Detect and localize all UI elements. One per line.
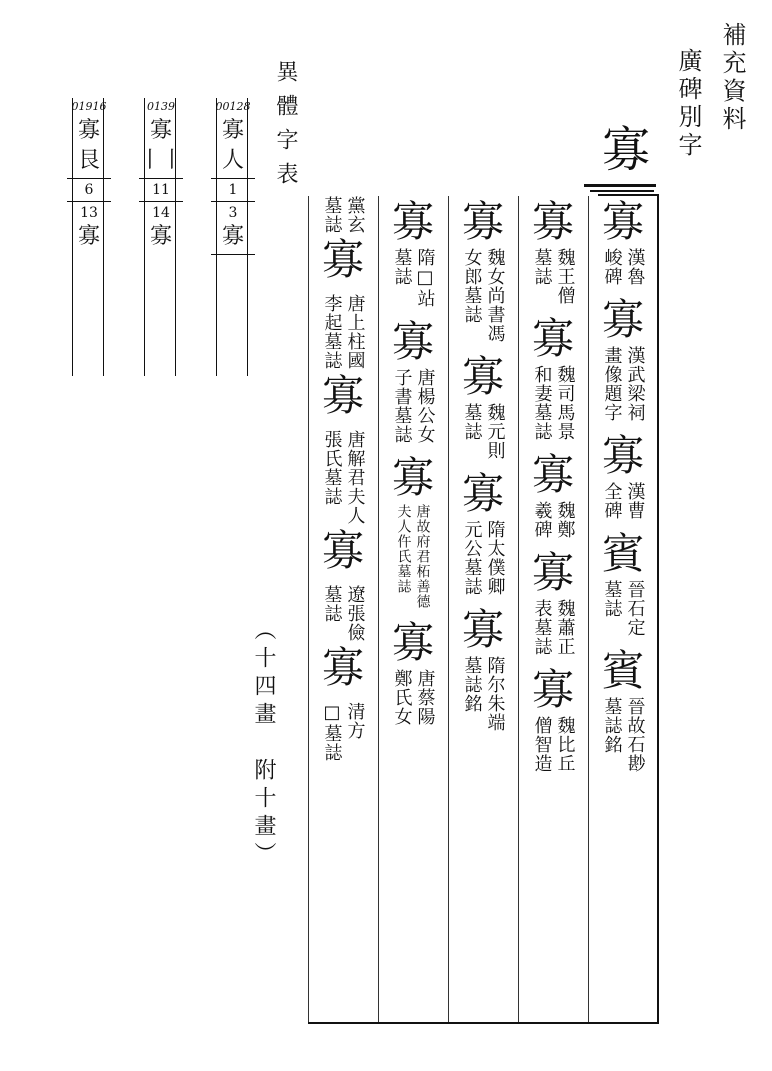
variant-entry <box>322 702 365 762</box>
column-divider <box>308 196 309 1022</box>
ref-divider <box>211 201 255 202</box>
variant-glyph: 寡 <box>531 450 574 499</box>
ref-glyph: 寡 <box>221 118 244 143</box>
variant-entry <box>462 604 505 732</box>
source-label: 魏蕭正 表墓誌 <box>531 599 576 656</box>
source-label: 隋尔朱端 墓誌銘 <box>461 656 506 732</box>
variant-glyph: 寡 <box>321 371 364 420</box>
ref-divider <box>139 201 183 202</box>
variant-glyph: 寡 <box>461 352 504 401</box>
ref-glyph: 寡 <box>77 118 100 143</box>
source-label: 魏女尚書馮 女郎墓誌 <box>461 248 506 343</box>
source-label: 魏鄭 羲碑 <box>531 501 576 539</box>
variant-column-5 <box>310 196 376 1020</box>
variant-entry <box>462 351 505 460</box>
source-label: 晉故石尠 墓誌銘 <box>601 697 646 773</box>
variant-glyph: 寡 <box>601 295 644 344</box>
variant-entry <box>532 547 575 656</box>
source-label: 唐故府君柘善德 夫人仵氏墓誌 <box>395 504 431 609</box>
variant-glyph: 寡 <box>391 197 434 246</box>
column-divider <box>518 196 519 1022</box>
ref-code: 00128 <box>215 100 251 113</box>
variant-entry <box>532 449 575 539</box>
ref-variant: 寡 <box>221 224 244 249</box>
source-label: 唐楊公女 子書墓誌 <box>391 368 436 444</box>
variant-glyph: 賓 <box>601 529 644 578</box>
ref-label: 人 <box>221 148 244 173</box>
variant-entry <box>392 617 435 726</box>
variant-column-4 <box>380 196 446 1020</box>
variant-glyph: 寡 <box>321 643 364 692</box>
column-divider <box>448 196 449 1022</box>
source-label: 魏比丘 僧智造 <box>531 716 576 773</box>
variant-glyph: 寡 <box>321 526 364 575</box>
variant-entry <box>602 528 645 637</box>
ref-label: 丨丨 <box>138 148 183 173</box>
ref-number: 11 <box>152 182 170 198</box>
variant-glyph: 寡 <box>531 314 574 363</box>
ref-number: 6 <box>84 182 94 198</box>
variant-column-3 <box>450 196 516 1020</box>
variant-entry <box>392 196 435 308</box>
ref-label: 艮 <box>77 148 100 173</box>
source-label: 魏司馬景 和妻墓誌 <box>531 365 576 441</box>
header-subtitle: 廣碑別字 <box>674 48 702 160</box>
ref-divider <box>139 178 183 179</box>
variant-glyph: 寡 <box>391 317 434 366</box>
variant-entry <box>462 468 505 596</box>
variant-glyph: 寡 <box>601 431 644 480</box>
headword: 寡 <box>602 122 651 178</box>
variant-glyph: 寡 <box>391 618 434 667</box>
headword-underline-inner <box>590 190 654 192</box>
source-label: 黨玄 墓誌 <box>321 196 366 234</box>
ref-code: 01916 <box>71 100 107 113</box>
ref-code: 0139 <box>147 100 175 113</box>
variant-entry <box>322 430 365 577</box>
ref-divider <box>67 201 111 202</box>
ref-variant: 寡 <box>149 224 172 249</box>
ref-divider <box>211 178 255 179</box>
variant-glyph: 寡 <box>531 548 574 597</box>
stroke-count-note: （十四畫 附十畫） <box>251 618 276 870</box>
variant-entry <box>322 294 365 422</box>
variant-column-1 <box>590 196 656 1020</box>
ref-divider <box>67 178 111 179</box>
ref-divider <box>211 254 255 255</box>
source-label: 隋太僕卿 元公墓誌 <box>461 520 506 596</box>
yitizi-ref-row-3 <box>64 100 114 252</box>
source-label: 遼張儉 墓誌 <box>321 585 366 642</box>
header-title: 補充資料 <box>718 22 746 134</box>
variant-entry <box>392 452 434 609</box>
variant-entry <box>532 313 575 441</box>
variant-entry <box>602 196 645 286</box>
variant-column-2 <box>520 196 586 1020</box>
ref-number: 3 <box>228 205 238 221</box>
yitizi-ref-row-2 <box>136 100 186 252</box>
variant-entry <box>462 196 505 343</box>
yitizi-ref-row-1 <box>208 100 258 257</box>
table-frame-bottom <box>308 1022 658 1024</box>
variant-glyph: 賓 <box>601 646 644 695</box>
variant-entry <box>392 316 435 444</box>
source-label: 漢武梁祠 畫像題字 <box>601 346 646 422</box>
variant-entry <box>322 585 365 694</box>
source-label: 漢魯 峻碑 <box>601 248 646 286</box>
variant-glyph: 寡 <box>321 235 364 284</box>
source-label: 唐解君夫人 張氏墓誌 <box>321 430 366 525</box>
ref-glyph: 寡 <box>149 118 172 143</box>
source-label: 魏王僧 墓誌 <box>531 248 576 305</box>
variant-entry <box>322 196 365 286</box>
source-label: 唐蔡陽 鄭氏女 <box>391 669 436 726</box>
ref-number: 14 <box>152 205 170 221</box>
column-divider <box>378 196 379 1022</box>
ref-number: 1 <box>228 182 238 198</box>
source-label: 清方 □墓誌 <box>321 702 366 762</box>
source-label: 唐上柱國 李起墓誌 <box>321 294 366 370</box>
variant-glyph: 寡 <box>461 197 504 246</box>
source-label: 隋□站 墓誌 <box>391 248 436 308</box>
variant-entry <box>602 645 645 773</box>
variant-entry <box>602 430 645 520</box>
source-label: 魏元則 墓誌 <box>461 403 506 460</box>
source-label: 漢曹 全碑 <box>601 482 646 520</box>
source-label: 晉石定 墓誌 <box>601 580 646 637</box>
table-frame-right <box>657 194 659 1024</box>
yitizi-table-title: 異體字表 <box>273 60 298 196</box>
ref-number: 13 <box>80 205 98 221</box>
column-divider <box>588 196 589 1022</box>
variant-glyph: 寡 <box>461 469 504 518</box>
ref-variant: 寡 <box>77 224 100 249</box>
variant-glyph: 寡 <box>391 453 434 502</box>
headword-underline <box>584 184 656 187</box>
variant-glyph: 寡 <box>531 197 574 246</box>
variant-entry <box>532 664 575 773</box>
variant-glyph: 寡 <box>461 605 504 654</box>
variant-glyph: 寡 <box>601 197 644 246</box>
variant-entry <box>602 294 645 422</box>
variant-glyph: 寡 <box>531 665 574 714</box>
variant-entry <box>532 196 575 305</box>
